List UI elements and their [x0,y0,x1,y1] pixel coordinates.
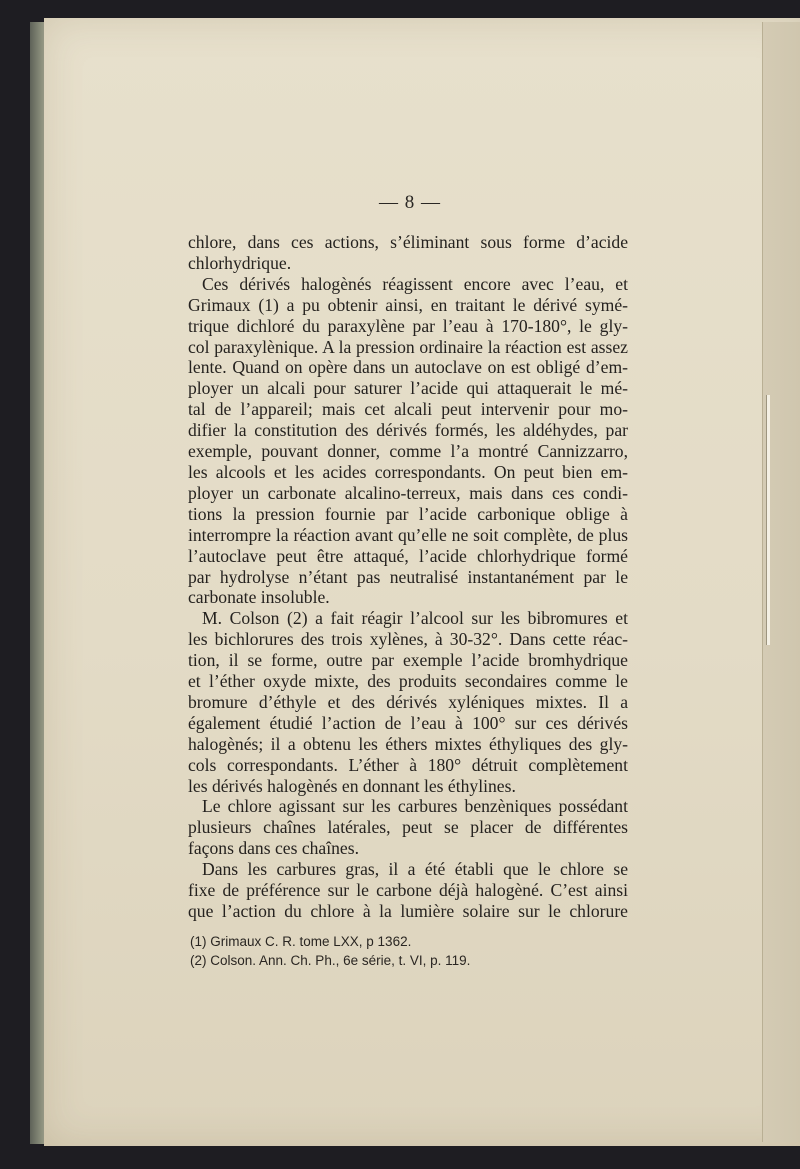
text-line: halogènés; il a obtenu les éthers mixtes éthyliques des gly- [188,733,628,754]
page-fold-line [766,395,770,645]
footnotes [190,932,610,970]
text-line: façons dans ces chaînes. [188,838,359,859]
text-line: que l’action du chlore à la lumière solaire sur le chlorure [188,901,628,921]
text-line: les bichlorures des trois xylènes, à 30-32°. Dans cette réac- [188,629,628,650]
text-line: cols correspondants. L’éther à 180° détruit complètement [188,754,628,775]
text-line: difier la constitution des dérivés formés, les aldéhydes, par [188,420,628,441]
text-line: carbonate insoluble. [188,587,330,608]
text-line: et l’éther oxyde mixte, des produits secondaires comme le [188,671,628,692]
text-line: fixe de préférence sur le carbone déjà halogèné. C’est ainsi [188,880,628,901]
body-text [188,232,628,922]
text-line: par hydrolyse n’étant pas neutralisé instantanément par le [188,566,628,587]
text-line: M. Colson (2) a fait réagir l’alcool sur les bibromures et [202,608,628,629]
text-line: également étudié l’action de l’eau à 100° sur ces dérivés [188,712,628,733]
text-line: chlorhydrique. [188,252,292,273]
footnote: (1) Grimaux C. R. tome LXX, p 1362. [190,934,412,949]
text-line: tions la pression fournie par l’acide carbonique oblige à [188,503,628,524]
text-line: bromure d’éthyle et des dérivés xyléniques mixtes. Il a [188,691,628,712]
text-line: chlore, dans ces actions, s’éliminant sous forme d’acide [188,232,628,252]
text-line: lente. Quand on opère dans un autoclave on est obligé d’em- [188,357,628,378]
page-number: — 8 — [379,192,441,213]
text-line: plusieurs chaînes latérales, peut se placer de différentes [188,817,628,838]
text-line: interrompre la réaction avant qu’elle ne soit complète, de plus [188,524,628,545]
text-line: les dérivés halogènés en donnant les éthylines. [188,775,516,796]
text-line: col paraxylènique. A la pression ordinaire la réaction est assez [188,336,628,357]
text-line: tion, il se forme, outre par exemple l’acide bromhydrique [188,650,628,671]
text-line: exemple, pouvant donner, comme l’a montré Cannizzarro, [188,441,628,462]
text-line: Le chlore agissant sur les carbures benzèniques possédant [202,796,628,817]
text-line: ployer un carbonate alcalino-terreux, mais dans ces condi- [188,482,628,503]
text-line: Grimaux (1) a pu obtenir ainsi, en traitant le dérivé symé- [188,294,628,315]
text-line: l’autoclave peut être attaqué, l’acide chlorhydrique formé [188,545,628,566]
text-line: les alcools et les acides correspondants. On peut bien em- [188,461,628,482]
text-line: tal de l’appareil; mais cet alcali peut intervenir pour mo- [188,399,628,420]
text-line: ployer un alcali pour saturer l’acide qui attaquerait le mé- [188,378,628,399]
footnote: (2) Colson. Ann. Ch. Ph., 6e série, t. VI, p. 119. [190,953,471,968]
text-line: trique dichloré du paraxylène par l’eau à 170-180°, le gly- [188,315,628,336]
text-line: Dans les carbures gras, il a été établi que le chlore se [202,859,628,880]
text-line: Ces dérivés halogènés réagissent encore avec l’eau, et [202,273,628,294]
